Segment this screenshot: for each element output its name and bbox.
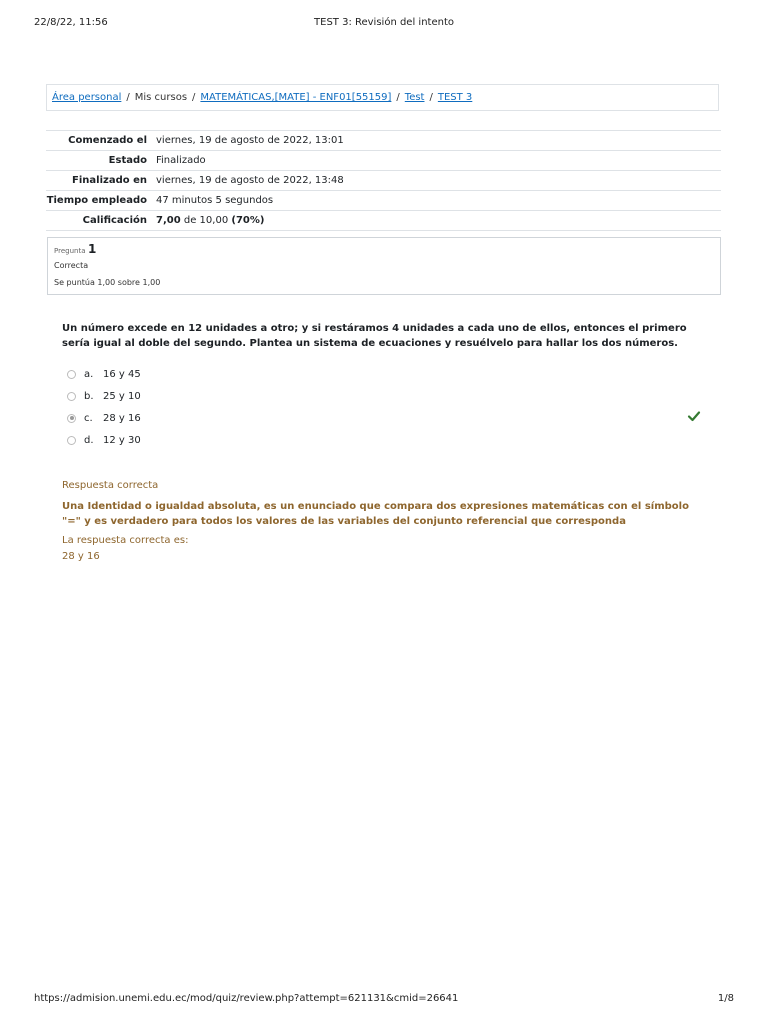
option-letter: c. (84, 412, 93, 424)
time-label: Tiempo empleado (46, 195, 147, 206)
print-footer (34, 993, 734, 1007)
print-page-number: 1/8 (717, 993, 734, 1004)
breadcrumb-separator: / (192, 92, 196, 103)
breadcrumb-separator: / (429, 92, 433, 103)
print-title: TEST 3: Revisión del intento (314, 17, 454, 28)
right-answer-value: 28 y 16 (62, 551, 100, 562)
started-label: Comenzado el (68, 135, 147, 146)
breadcrumb (46, 84, 719, 111)
breadcrumb-mis-cursos: Mis cursos (134, 92, 188, 103)
state-value: Finalizado (156, 155, 206, 166)
right-answer-label: La respuesta correcta es: (62, 535, 189, 546)
summary-row-state (46, 151, 721, 171)
grade-percent: (70%) (231, 215, 265, 226)
option-letter: a. (84, 368, 94, 380)
answer-option-a[interactable] (67, 363, 707, 385)
print-datetime: 22/8/22, 11:56 (34, 17, 108, 28)
started-value: viernes, 19 de agosto de 2022, 13:01 (156, 135, 344, 146)
grade-label: Calificación (82, 215, 147, 226)
grade-value (152, 211, 721, 231)
option-text: 12 y 30 (103, 434, 141, 446)
breadcrumb-course[interactable]: MATEMÁTICAS,[MATE] - ENF01[55159] (200, 92, 392, 103)
finished-value: viernes, 19 de agosto de 2022, 13:48 (156, 175, 344, 186)
question-number-value: 1 (88, 242, 97, 256)
radio-button[interactable] (67, 436, 76, 445)
breadcrumb-test-3[interactable]: TEST 3 (437, 92, 473, 103)
breadcrumb-area-personal[interactable]: Área personal (52, 92, 122, 103)
summary-row-grade (46, 211, 721, 231)
answer-options (67, 363, 707, 451)
option-text: 16 y 45 (103, 368, 141, 380)
option-letter: d. (84, 434, 94, 446)
summary-row-time (46, 191, 721, 211)
option-text: 25 y 10 (103, 390, 141, 402)
summary-row-finished (46, 171, 721, 191)
question-state: Correcta (54, 261, 89, 270)
question-number (54, 241, 714, 259)
feedback-section (62, 478, 702, 564)
question-mark: Se puntúa 1,00 sobre 1,00 (54, 278, 161, 287)
question-text: Un número excede en 12 unidades a otro; y si restáramos 4 unidades a cada uno de ellos, entonces el primero sería igual al doble del segundo. Plantea un sistema de ecuaciones y resuélvelo para hallar los dos números. (62, 323, 687, 349)
radio-button[interactable] (67, 392, 76, 401)
grade-of: de 10,00 (183, 215, 229, 226)
breadcrumb-test[interactable]: Test (404, 92, 425, 103)
question-label: Pregunta (54, 247, 86, 255)
grade-score: 7,00 (156, 215, 181, 226)
option-letter: b. (84, 390, 94, 402)
breadcrumb-separator: / (396, 92, 400, 103)
check-icon (687, 409, 701, 423)
time-value: 47 minutos 5 segundos (156, 195, 274, 206)
option-text: 28 y 16 (103, 412, 141, 424)
answer-option-b[interactable] (67, 385, 707, 407)
general-feedback: Una Identidad o igualdad absoluta, es un enunciado que compara dos expresiones matemáticas con el símbolo "=" y es verdadero para todos los valores de las variables del conjunto referencial que corresponda (62, 501, 689, 527)
question-info-box (47, 237, 721, 295)
print-header (34, 17, 734, 31)
answer-option-d[interactable] (67, 429, 707, 451)
breadcrumb-separator: / (126, 92, 130, 103)
answer-option-c[interactable] (67, 407, 707, 429)
finished-label: Finalizado en (72, 175, 147, 186)
summary-row-started (46, 131, 721, 151)
radio-button[interactable] (67, 370, 76, 379)
state-label: Estado (108, 155, 147, 166)
attempt-summary-table (46, 130, 721, 231)
feedback-title: Respuesta correcta (62, 480, 159, 491)
radio-button-selected[interactable] (67, 414, 76, 423)
print-url: https://admision.unemi.edu.ec/mod/quiz/review.php?attempt=621131&cmid=26641 (34, 993, 459, 1004)
